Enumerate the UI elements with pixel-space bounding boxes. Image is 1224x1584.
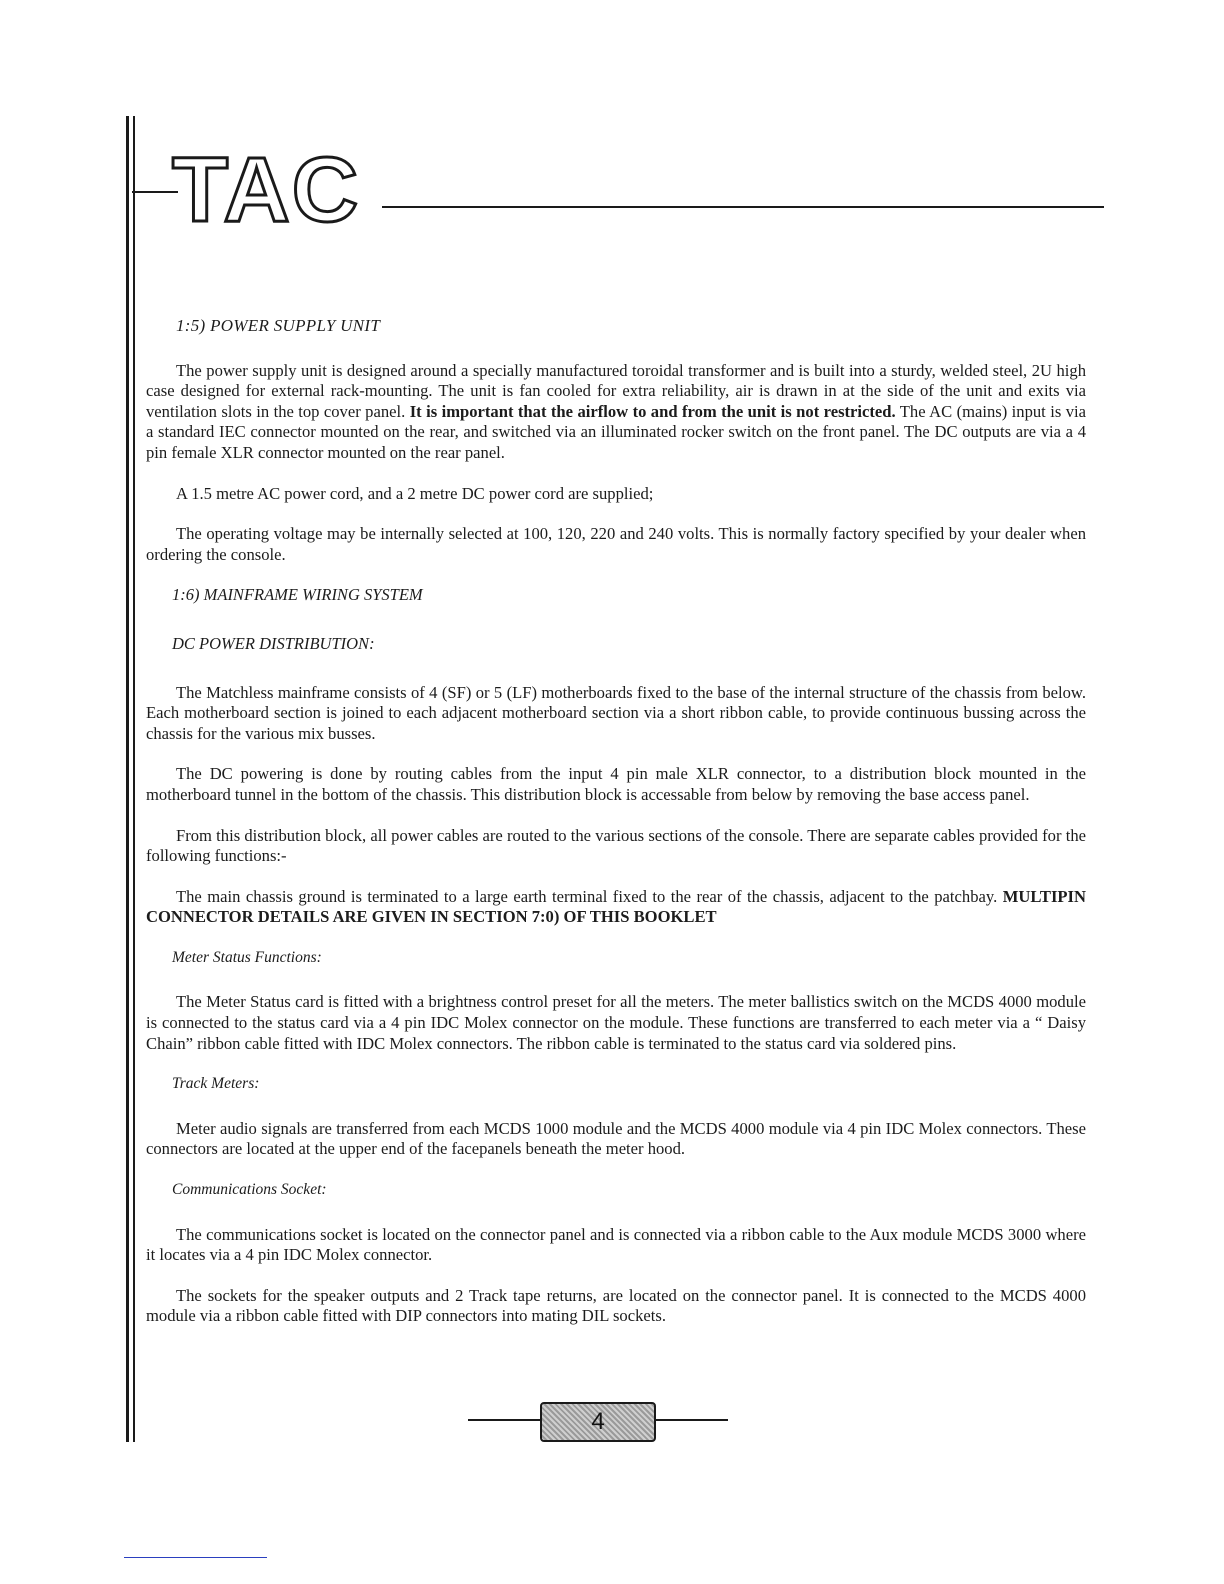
page-number-rule-left <box>468 1419 542 1421</box>
page-number: 4 <box>540 1402 656 1442</box>
subsection-title-dc-power: DC POWER DISTRIBUTION: <box>172 633 375 653</box>
header-rule <box>382 206 1104 208</box>
subsection-title-meter-status: Meter Status Functions: <box>172 948 322 966</box>
paragraph-power-cords: A 1.5 metre AC power cord, and a 2 metre DC power cord are supplied; <box>176 483 654 503</box>
section-title-mainframe-wiring: 1:6) MAINFRAME WIRING SYSTEM <box>172 585 423 605</box>
paragraph-text: The main chassis ground is terminated to a large earth terminal fixed to the rear of the chassis, adjacent to the patchbay. <box>176 886 1003 906</box>
paragraph-meter-status: The Meter Status card is fitted with a brightness control preset for all the meters. The meter ballistics switch on the MCDS 4000 module is connected to the status card via a 4 pin IDC Molex connector on the module. These functions are transferred to each meter via a “ Daisy Chain” ribbon cable fitted with IDC Molex connectors. The ribbon cable is terminated to the status card via soldered pins. <box>146 992 1086 1053</box>
page-content <box>146 316 1086 1327</box>
paragraph-text: The AC (mains) input is via a standard IEC connector mounted on the rear, and switched via an illuminated rocker switch on the front panel. The DC outputs are via a 4 pin female XLR connector mounted on the rear panel. <box>146 401 1086 462</box>
subsection-title-communications: Communications Socket: <box>172 1181 327 1199</box>
tac-logo <box>172 139 361 241</box>
subsection-title-track-meters: Track Meters: <box>172 1075 260 1093</box>
paragraph-speaker-sockets: The sockets for the speaker outputs and 2 Track tape returns, are located on the connector panel. It is connected to the MCDS 4000 module via a ribbon cable fitted with DIP connectors into mating DIL sockets. <box>146 1285 1086 1326</box>
paragraph-power-supply <box>146 361 1086 464</box>
left-margin-rule-inner <box>133 116 135 1442</box>
page-number-rule-right <box>654 1419 728 1421</box>
paragraph-communications-socket: The communications socket is located on the connector panel and is connected via a ribbon cable to the Aux module MCDS 3000 where it locates via a 4 pin IDC Molex connector. <box>146 1224 1086 1265</box>
paragraph-chassis-ground <box>146 887 1086 928</box>
multipin-note: MULTIPIN CONNECTOR DETAILS ARE GIVEN IN SECTION 7:0) OF THIS BOOKLET <box>146 886 1086 927</box>
paragraph-text: The power supply unit is designed around a specially manufactured toroidal transformer and is built into a sturdy, welded steel, 2U high case designed for external rack-mounting. The unit is fan cooled for extra reliability, air is drawn in at the side of the unit and exits via ventilation slots in the top cover panel. <box>146 360 1086 421</box>
left-margin-rule <box>126 116 129 1442</box>
paragraph-operating-voltage: The operating voltage may be internally selected at 100, 120, 220 and 240 volts. This is normally factory specified by your dealer when ordering the console. <box>146 524 1086 564</box>
paragraph-dc-powering: The DC powering is done by routing cables from the input 4 pin male XLR connector, to a distribution block mounted in the motherboard tunnel in the bottom of the chassis. This distribution block is accessable from below by removing the base access panel. <box>146 764 1086 804</box>
section-title-power-supply: 1:5) POWER SUPPLY UNIT <box>176 316 381 335</box>
footnote-rule <box>124 1557 267 1558</box>
airflow-warning: It is important that the airflow to and from the unit is not restricted. <box>409 401 896 421</box>
paragraph-motherboards: The Matchless mainframe consists of 4 (SF) or 5 (LF) motherboards fixed to the base of the internal structure of the chassis from below. Each motherboard section is joined to each adjacent motherboard section via a short ribbon cable, to provide continuous bussing across the chassis for the various mix busses. <box>146 682 1086 743</box>
tac-logo-text: TAC <box>172 139 361 241</box>
paragraph-track-meters: Meter audio signals are transferred from each MCDS 1000 module and the MCDS 4000 module via 4 pin IDC Molex connectors. These connectors are located at the upper end of the facepanels beneath the meter hood. <box>146 1118 1086 1159</box>
paragraph-distribution-block: From this distribution block, all power cables are routed to the various sections of the console. There are separate cables provided for the following functions:- <box>146 825 1086 866</box>
